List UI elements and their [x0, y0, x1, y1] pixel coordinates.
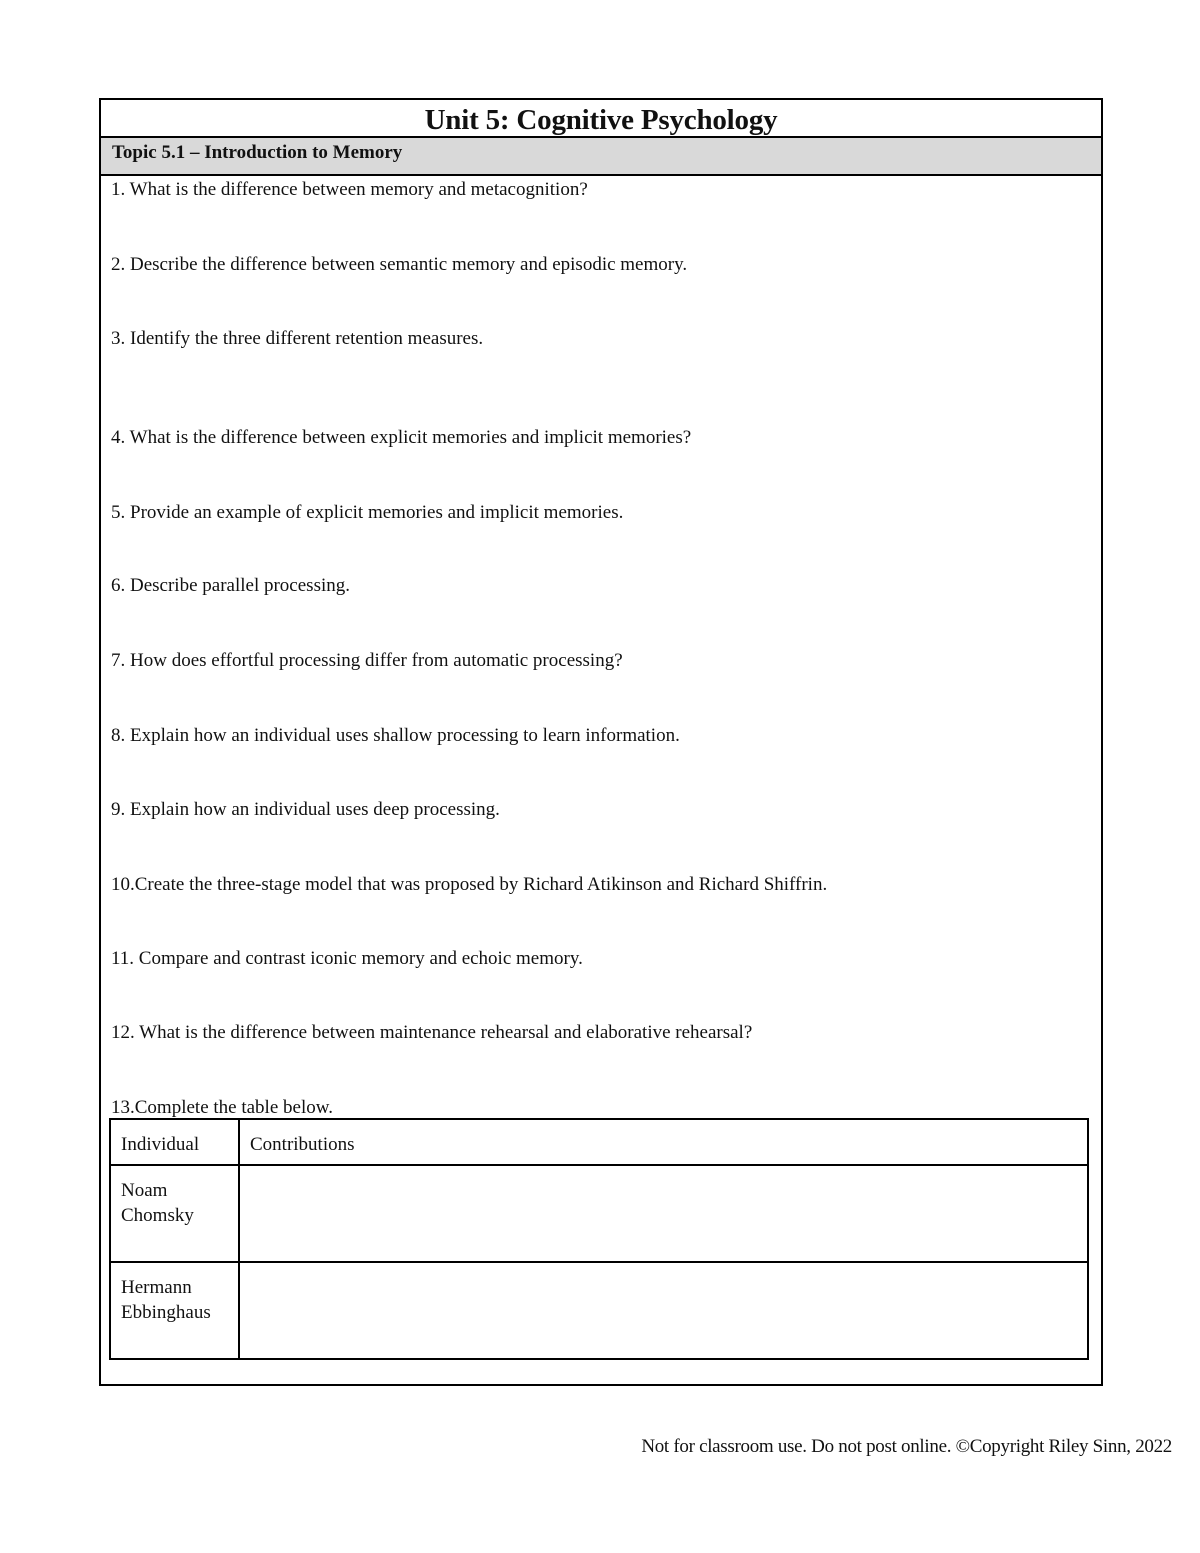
question-1: 1. What is the difference between memory and metacognition?: [111, 179, 588, 200]
question-9: 9. Explain how an individual uses deep processing.: [111, 799, 500, 820]
question-6: 6. Describe parallel processing.: [111, 575, 350, 596]
question-2: 2. Describe the difference between semantic memory and episodic memory.: [111, 254, 688, 275]
table-row: [110, 1262, 1088, 1359]
topic-header: Topic 5.1 – Introduction to Memory: [101, 138, 1101, 176]
question-8: 8. Explain how an individual uses shallow processing to learn information.: [111, 725, 680, 746]
question-11: 11. Compare and contrast iconic memory and echoic memory.: [111, 948, 583, 969]
table-header-row: [110, 1119, 1088, 1165]
worksheet: [99, 98, 1103, 1386]
question-4: 4. What is the difference between explicit memories and implicit memories?: [111, 427, 692, 448]
table-row: [110, 1165, 1088, 1262]
worksheet-title: Unit 5: Cognitive Psychology: [101, 100, 1101, 138]
copyright-footer: Not for classroom use. Do not post online. ©Copyright Riley Sinn, 2022: [641, 1436, 1172, 1457]
question-12: 12. What is the difference between maintenance rehearsal and elaborative rehearsal?: [111, 1022, 753, 1043]
question-5: 5. Provide an example of explicit memories and implicit memories.: [111, 502, 624, 523]
table-cell-contributions[interactable]: [239, 1262, 1088, 1359]
table-header-contributions: Contributions: [239, 1119, 1088, 1165]
table-cell-individual: Noam Chomsky: [110, 1165, 239, 1262]
table-cell-individual: Hermann Ebbinghaus: [110, 1262, 239, 1359]
contributions-table: [109, 1118, 1089, 1360]
question-3: 3. Identify the three different retention measures.: [111, 328, 484, 349]
table-cell-contributions[interactable]: [239, 1165, 1088, 1262]
question-7: 7. How does effortful processing differ from automatic processing?: [111, 650, 623, 671]
table-header-individual: Individual: [110, 1119, 239, 1165]
question-13: 13.Complete the table below.: [111, 1097, 333, 1118]
question-10: 10.Create the three-stage model that was proposed by Richard Atikinson and Richard Shiffrin.: [111, 874, 828, 895]
